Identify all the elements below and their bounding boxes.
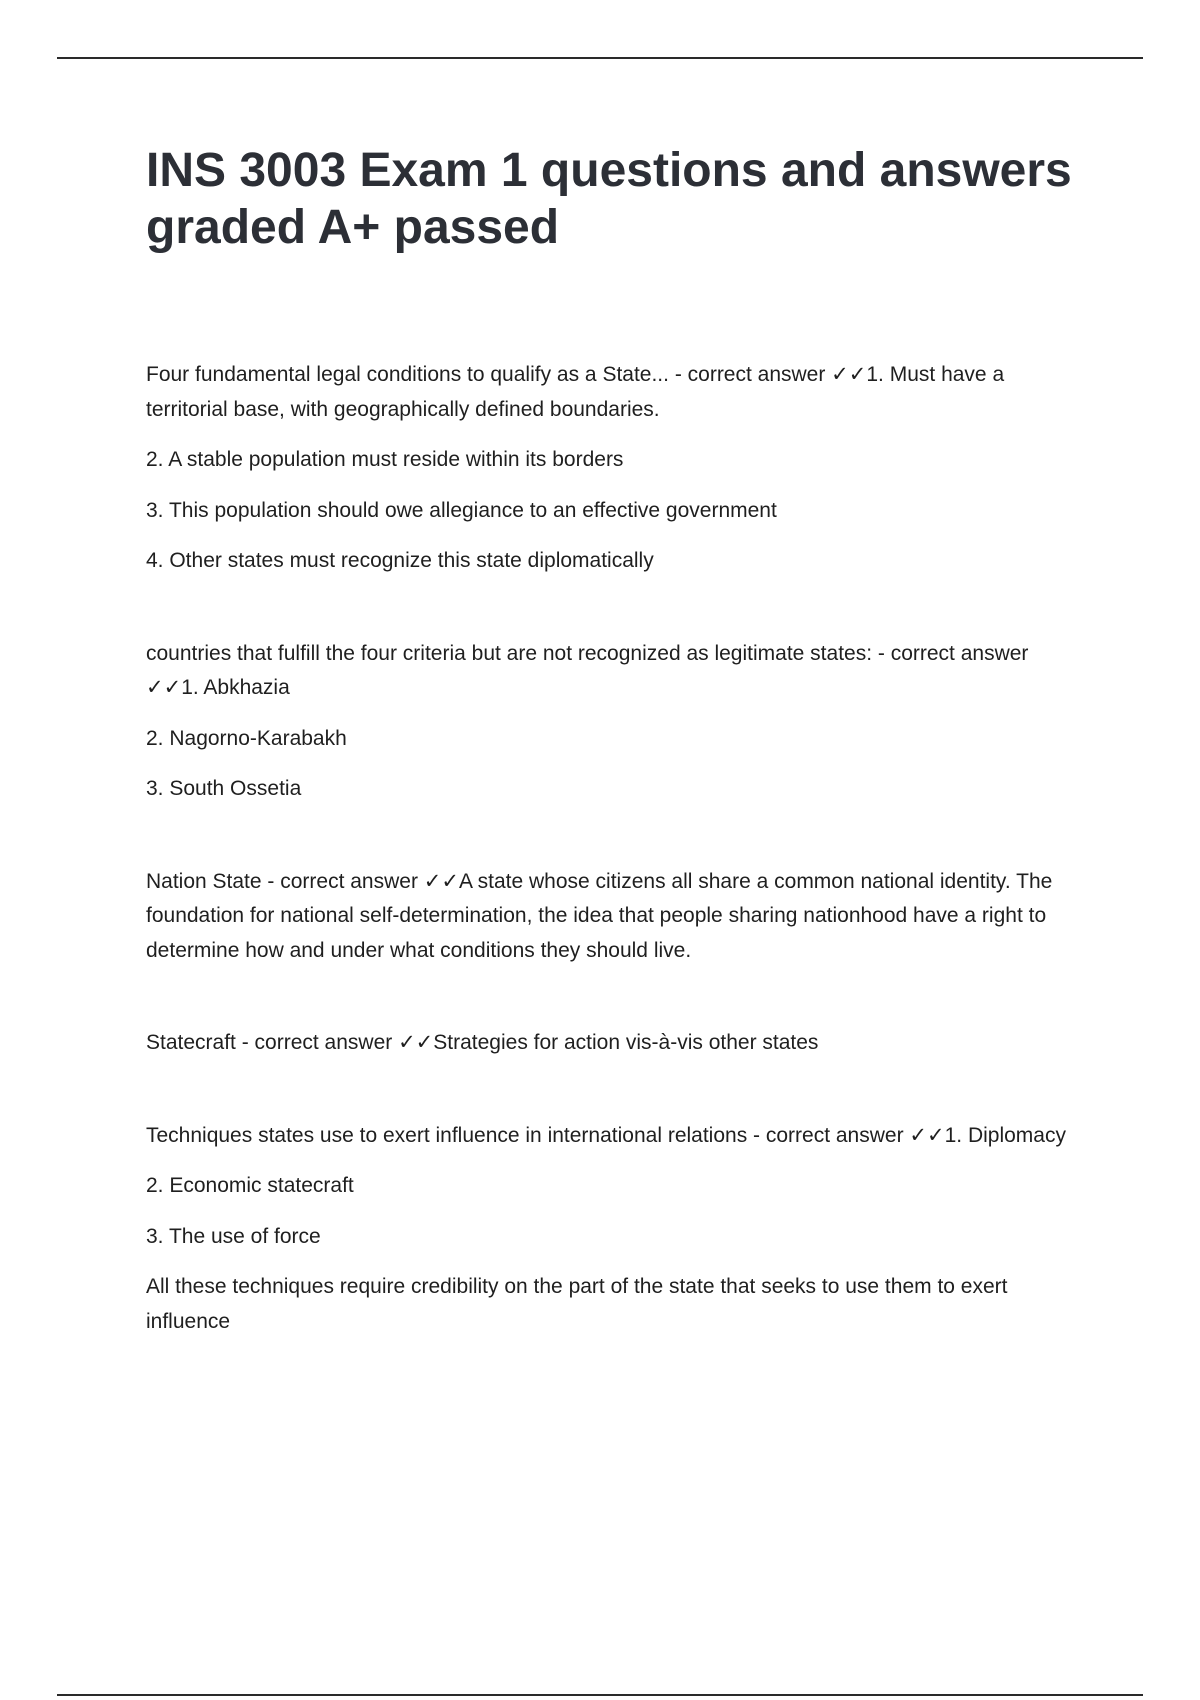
qa-block xyxy=(146,1026,1086,1061)
qa-answer-line: 2. Nagorno-Karabakh xyxy=(146,726,347,750)
qa-question-line: Statecraft - correct answer ✓✓Strategies for action vis-à-vis other states xyxy=(146,1031,819,1054)
qa-answer-line: 2. Economic statecraft xyxy=(146,1174,354,1197)
qa-block xyxy=(146,865,1086,969)
qa-answer-line: 3. South Ossetia xyxy=(146,777,302,800)
qa-question-line: Nation State - correct answer ✓✓A state whose citizens all share a common national identity. The foundation for national self-determination, the idea that people sharing nationhood have a right to determine how and under what conditions they should live. xyxy=(146,869,1053,962)
qa-question-line: countries that fulfill the four criteria but are not recognized as legitimate states: - correct answer ✓✓1. Abkhazia xyxy=(146,641,1029,699)
qa-block xyxy=(146,637,1086,807)
qa-answer-line: 3. The use of force xyxy=(146,1224,321,1248)
qa-block xyxy=(146,1119,1086,1340)
top-rule xyxy=(57,57,1143,59)
qa-answer-line: 3. This population should owe allegiance to an effective government xyxy=(146,498,777,522)
qa-content xyxy=(146,358,1086,1339)
qa-answer-line: 2. A stable population must reside within its borders xyxy=(146,448,624,471)
qa-question-line: Four fundamental legal conditions to qualify as a State... - correct answer ✓✓1. Must have a territorial base, with geographically defined boundaries. xyxy=(146,363,1005,421)
qa-answer-line: 4. Other states must recognize this state diplomatically xyxy=(146,549,654,572)
qa-answer-line: All these techniques require credibility on the part of the state that seeks to use them to exert influence xyxy=(146,1275,1008,1333)
bottom-rule xyxy=(57,1694,1143,1696)
qa-block xyxy=(146,358,1086,579)
document-title: INS 3003 Exam 1 questions and answers graded A+ passed xyxy=(146,144,1072,254)
qa-question-line: Techniques states use to exert influence in international relations - correct answer ✓✓1. Diplomacy xyxy=(146,1123,1066,1147)
